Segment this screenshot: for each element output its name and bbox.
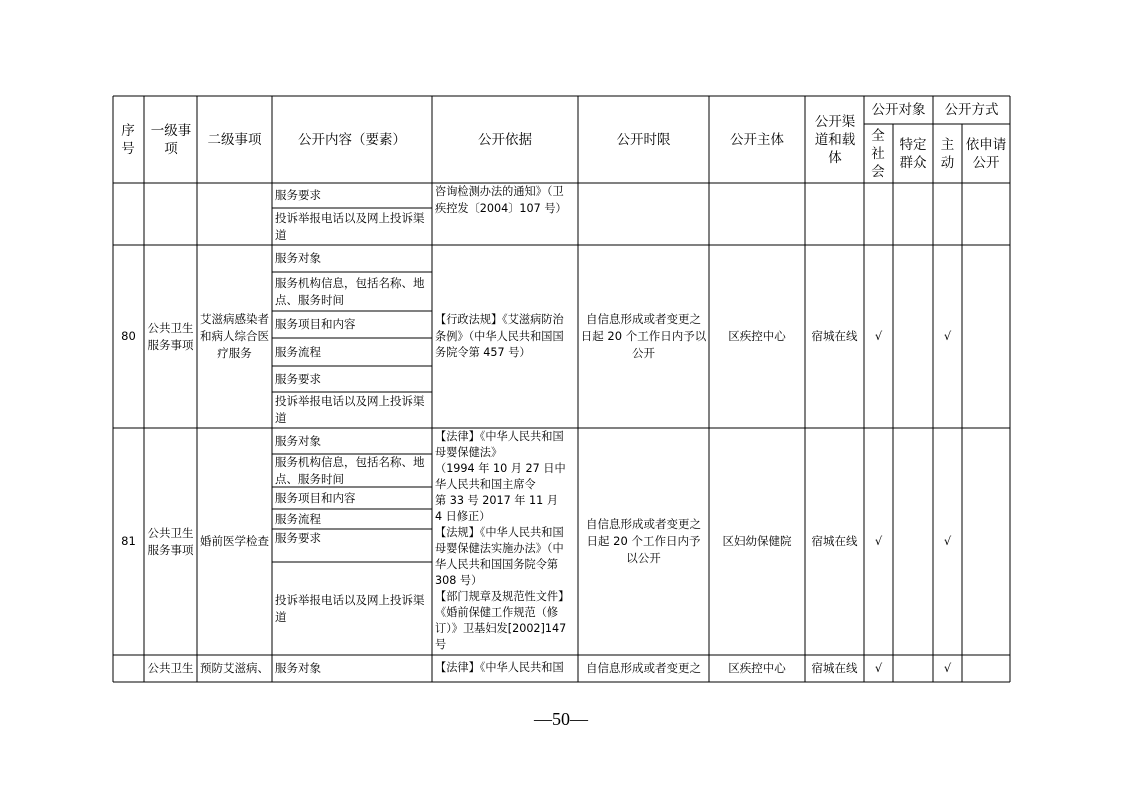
row81-all-society-check: √ bbox=[874, 534, 883, 548]
row80-seq: 80 bbox=[121, 329, 136, 343]
header-method-active: 主动 bbox=[940, 136, 955, 171]
continued-element-2: 投诉举报电话以及网上投诉渠道 bbox=[275, 210, 425, 242]
continued-element-1: 服务要求 bbox=[275, 188, 321, 202]
page-number: —50— bbox=[534, 709, 588, 729]
header-channel: 公开渠道和载体 bbox=[814, 113, 856, 166]
continued-basis: 咨询检测办法的通知》（卫 疾控发〔2004〕107 号） bbox=[435, 185, 567, 215]
row82-subject: 区疾控中心 bbox=[728, 661, 786, 675]
row81-seq: 81 bbox=[121, 534, 136, 548]
row82-level2: 预防艾滋病、 bbox=[200, 661, 269, 675]
header-time-limit: 公开时限 bbox=[616, 131, 671, 148]
header-level2: 二级事项 bbox=[207, 131, 262, 148]
row82-channel: 宿城在线 bbox=[811, 661, 858, 675]
header-basis: 公开依据 bbox=[478, 131, 532, 148]
row80-element-3: 服务项目和内容 bbox=[275, 317, 356, 331]
row80-channel: 宿城在线 bbox=[811, 329, 858, 343]
row81-element-4: 服务流程 bbox=[275, 511, 321, 526]
row81-element-3: 服务项目和内容 bbox=[275, 490, 356, 505]
row80-element-1: 服务对象 bbox=[275, 251, 321, 265]
row80-active-check: √ bbox=[943, 329, 952, 343]
row80-element-6: 投诉举报电话以及网上投诉渠道 bbox=[275, 394, 425, 425]
row80-basis: 【行政法规】《艾滋病防治 条例》（中华人民共和国国 务院令第 457 号） bbox=[435, 313, 564, 360]
header-target-group: 公开对象 bbox=[871, 102, 926, 118]
header-target-specific: 特定群众 bbox=[899, 136, 927, 171]
row82-all-society-check: √ bbox=[874, 661, 883, 675]
row82-element-1: 服务对象 bbox=[275, 661, 321, 675]
row82-level1: 公共卫生 bbox=[147, 661, 194, 675]
row80-level1: 公共卫生服务事项 bbox=[147, 320, 194, 352]
row81-basis: 【法律】《中华人民共和国 母婴保健法》 （1994 年 10 月 27 日中 华人民共和国主席令 第 33 号 2017 年 11 月 4 日修正） 【法规】《中华人民共和国 母婴保健法实施办法》（中 华人民共和国国务院令第 308 号） 【部门规章及规范性文件】 《婚前保健工作规范（修 订）》卫基妇发[2002]147 号 bbox=[435, 430, 570, 651]
row82-time-limit: 自信息形成或者变更之 bbox=[586, 661, 701, 675]
header-method-apply: 依申请公开 bbox=[965, 136, 1007, 171]
row81-level2: 婚前医学检查 bbox=[200, 534, 269, 548]
header-method-group: 公开方式 bbox=[944, 102, 999, 118]
row81-element-1: 服务对象 bbox=[275, 433, 321, 448]
header-subject: 公开主体 bbox=[730, 131, 784, 148]
header-content: 公开内容（要素） bbox=[298, 131, 406, 148]
row81-element-2: 服务机构信息，包括名称、地点、服务时间 bbox=[275, 454, 425, 486]
row81-channel: 宿城在线 bbox=[811, 534, 858, 548]
row80-element-4: 服务流程 bbox=[275, 344, 321, 359]
row81-active-check: √ bbox=[943, 534, 952, 548]
row81-subject: 区妇幼保健院 bbox=[722, 534, 792, 548]
row81-level1: 公共卫生服务事项 bbox=[147, 525, 194, 557]
row81-element-5: 服务要求 bbox=[275, 531, 321, 545]
row82-basis: 【法律】《中华人民共和国 bbox=[435, 661, 564, 675]
row82-active-check: √ bbox=[943, 661, 952, 675]
row81-time-limit: 自信息形成或者变更之 日起 20 个工作日内予 以公开 bbox=[586, 517, 701, 565]
row80-element-5: 服务要求 bbox=[275, 371, 321, 386]
row80-all-society-check: √ bbox=[874, 329, 883, 343]
row80-level2: 艾滋病感染者和病人综合医疗服务 bbox=[200, 312, 269, 360]
header-seq: 序号 bbox=[121, 122, 135, 157]
header-target-all: 全社会 bbox=[871, 127, 885, 180]
row80-subject: 区疾控中心 bbox=[728, 329, 786, 343]
row80-time-limit: 自信息形成或者变更之 日起 20 个工作日内予以 公开 bbox=[580, 312, 707, 360]
row80-element-2: 服务机构信息，包括名称、地点、服务时间 bbox=[275, 275, 425, 307]
row81-element-6: 投诉举报电话以及网上投诉渠道 bbox=[275, 592, 425, 624]
header-level1: 一级事项 bbox=[150, 122, 192, 157]
